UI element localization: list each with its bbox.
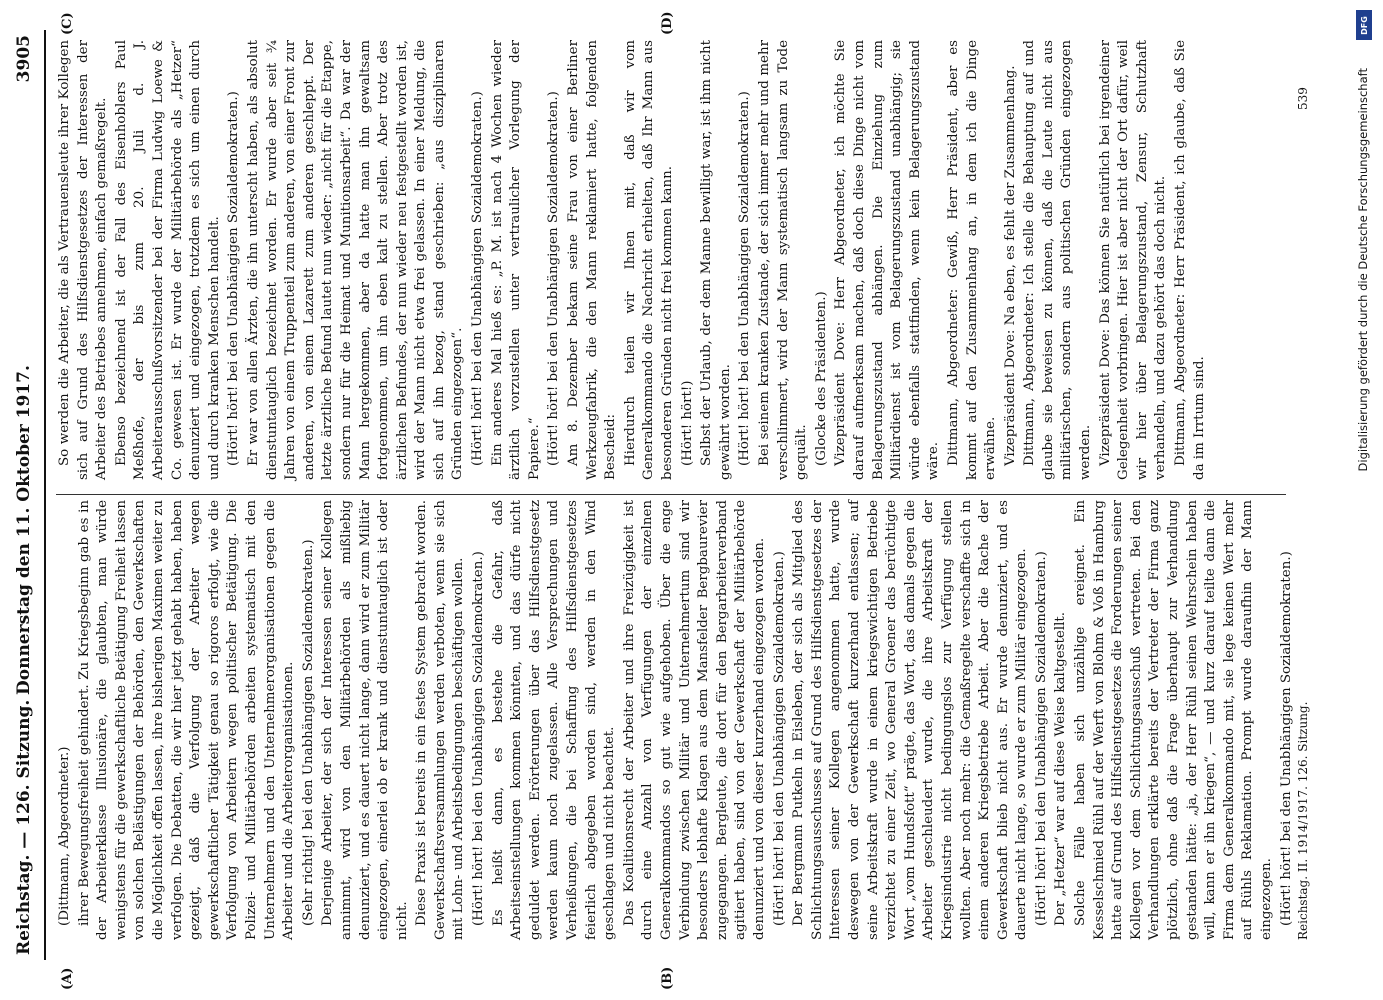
margin-mark-c: (C) [60,12,75,35]
right-column-paragraph: Vizepräsident Dove: Na eben, es fehlt der Zusammenhang. [1002,65,1018,466]
header-rule [44,30,46,960]
header-left: Reichstag. — 126. Sitzung. [14,699,34,955]
right-column-paragraph: Vizepräsident Dove: Das können Sie natürlich bei irgendeiner Gelegenheit vorbringen. Hier ist aber nicht der Ort dafür, weil wir hier über Belagerungszustand, Zensur, Schutzhaft verhandeln, und dazu gehört das doch nicht. [1097,40,1169,480]
right-column-paragraph: (Hört! hört! bei den Unabhängigen Sozialdemokraten.) [226,91,242,466]
left-column-paragraph: Der „Hetzer“ war auf diese Weise kaltgestellt. [1053,611,1069,926]
right-column [56,40,1286,480]
footer-page: 539 [1296,87,1310,110]
left-column-paragraph: Der Bergmann Putkeln in Eisleben, der sich als Mitglied des Schlichtungsausschusses auf Grund des Hilfsdienstgesetzes der Interessen seiner Kollegen angenommen hatte, wurde deswegen von der Gewerkschaft kurzerhand entlassen; auf seine Arbeitskraft wurde in einem kriegswichtigen Betriebe verzichtet zu einer Zeit, wo General Groener das berüchtigte Wort „vom Hundsfott“ prägte, das Wort, das damals gegen die Arbeiter geschleudert wurde, die ihre Arbeitskraft der Kriegsindustrie nicht bedingungslos zur Verfügung stellen wollten. Aber noch mehr: die Gemaßregelte verschaffte sich in einem anderen Kriegsbetriebe Arbeit. Aber die Rache der Gewerkschaft blieb nicht aus. Er wurde denunziert, und es dauerte nicht lange, so wurde er zum Militär eingezogen. [791,500,1030,940]
left-column-paragraph: ihrer Bewegungsfreiheit gehindert. Zu Kriegsbeginn gab es in der Arbeiterklasse Illusionäre, die glaubten, man würde wenigstens für die gewerkschaftliche Betätigung Freiheit lassen von solchen Belästigungen der Behörden, den Gewerkschaften die Möglichkeit offen lassen, ihre bisherigen Maximen weiter zu verfolgen. Die Debatten, die wir hier jetzt gehabt haben, haben gezeigt, daß die Verfolgung der Arbeiter wegen gewerkschaftlicher Tätigkeit genau so rigoros erfolgt, wie die Verfolgung von Arbeitern wegen politischer Betätigung. Die Polizei- und Militärbehörden arbeiten systematisch mit den Unternehmern und den Unternehmerorganisationen gegen die Arbeiter und die Arbeiterorganisationen. [76,500,297,940]
right-column-paragraph: Hierdurch teilen wir Ihnen mit, daß wir vom Generalkommando die Nachricht erhielten, daß Ihr Mann aus besonderen Gründen nicht frei kommen kann. [622,40,675,480]
dfg-logo-text: DFG [1359,15,1369,35]
left-column-paragraph: Solche Fälle haben sich unzählige ereignet. Ein Kesselschmied Rühl auf der Werft von Blohm & Voß in Hamburg hatte auf Grund des Hilfsdienstgesetzes die Forderungen seiner Kollegen vor dem Schlichtungsausschuß vertreten. Bei den Verhandlungen erklärte bereits der Vertreter der Firma ganz plötzlich, ohne daß die Frage überhaupt zur Verhandlung gestanden hätte: „ja, der Herr Rühl seinen Wehrschein haben will, kann er ihn kriegen“, — und kurz darauf teilte dann die Firma dem Generalkommando mit, sie lege keinen Wert mehr auf Rühls Reklamation. Prompt wurde daraufhin der Mann eingezogen. [1073,500,1274,940]
right-column-paragraph: Ebenso bezeichnend ist der Fall des Eisenhoblers Paul Meßhofe, der bis zum 20. Juli d. J. Arbeiterausschußvorsitzender bei der Firma Ludwig Loewe & Co. gewesen ist. Er wurde der Militärbehörde als „Hetzer“ denunziert und eingezogen, trotzdem es sich um einen durch und durch kranken Menschen handelt. [113,40,222,480]
left-column [56,500,1294,940]
footer-left: Reichstag. II. 1914/1917. 126. Sitzung. [1296,701,1310,940]
column-divider [56,494,1286,495]
left-column-paragraph: (Sehr richtig! bei den Unabhängigen Sozialdemokraten.) [300,539,316,926]
right-column-paragraph: Am 8. Dezember bekam seine Frau von einer Berliner Werkzeugfabrik, die den Mann reklamiert hatte, folgenden Bescheid: [566,40,619,480]
right-column-paragraph: Vizepräsident Dove: Herr Abgeordneter, ich möchte Sie darauf aufmerksam machen, daß doch diese Dinge nicht vom Belagerungszustand abhängen. Die Einziehung zum Militärdienst ist vom Belagerungszustand unabhängig; sie würde ebenfalls stattfinden, wenn kein Belagerungszustand wäre. [833,40,942,480]
left-column-paragraph: (Dittmann, Abgeordneter.) [57,746,72,926]
right-column-paragraph: Bei seinem kranken Zustande, der sich immer mehr und mehr verschlimmert, wird der Mann systematisch langsam zu Tode gequält. [756,40,810,480]
right-column-paragraph: So werden die Arbeiter, die als Vertrauensleute ihrer Kollegen sich auf Grund des Hilfsdienstgesetzes der Interessen der Arbeiter des Betriebes annehmen, einfach gemaßregelt. [57,40,110,480]
margin-mark-d: (D) [660,11,675,35]
left-column-paragraph: (Hört! hört! bei den Unabhängigen Sozialdemokraten.) [1033,551,1049,926]
right-column-paragraph: Selbst der Urlaub, der dem Manne bewilligt war, ist ihm nicht gewährt worden. [699,40,733,480]
right-column-paragraph: Ein anderes Mal hieß es: „P. M. ist nach 4 Wochen wieder ärztlich vorzustellen unter vertraulicher Vorlegung der Papiere.“ [489,40,542,480]
right-column-paragraph: (Glocke des Präsidenten.) [813,291,829,466]
left-column-paragraph: (Hört! hört! bei den Unabhängigen Sozialdemokraten.) [471,551,487,926]
header-center: Donnerstag den 11. Oktober 1917. [14,365,34,695]
digitization-note [1348,8,1378,993]
right-column-paragraph: Dittmann, Abgeordneter: Gewiß, Herr Präsident, aber es kommt auf den Zusammenhang an, in dem ich die Dinge erwähne. [945,40,999,480]
left-column-paragraph: (Hört! hört! bei den Unabhängigen Sozialdemokraten.) [771,551,787,926]
margin-mark-b: (B) [660,966,675,990]
right-column-paragraph: (Hört! hört!) [679,380,695,466]
right-column-paragraph: (Hört! hört! bei den Unabhängigen Sozialdemokraten.) [546,91,562,466]
left-column-paragraph: Diese Praxis ist bereits in ein festes System gebracht worden. Gewerkschaftsversammlungen werden verboten, wenn sie sich mit Lohn- und Arbeitsbedingungen beschäftigen wollen. [414,500,467,940]
left-column-paragraph: Derjenige Arbeiter, der sich der Interessen seiner Kollegen annimmt, wird von den Militärbehörden als mißliebig denunziert, und es dauert nicht lange, dann wird er zum Militär eingezogen, einerlei ob er krank und dienstuntauglich ist oder nicht. [320,500,410,940]
left-column-paragraph: Es heißt dann, es bestehe die Gefahr, daß Arbeitseinstellungen kommen könnten, und das dürfe nicht geduldet werden. Erörterungen über das Hilfsdienstgesetz werden kaum noch zugelassen. Alle Versprechungen und Verheißungen, die bei Schaffung des Hilfsdienstgesetzes feierlich abgegeben worden sind, werden in den Wind geschlagen und nicht beachtet. [490,500,618,940]
right-column-paragraph: Dittmann, Abgeordneter: Herr Präsident, ich glaube, daß Sie da im Irrtum sind. [1173,40,1207,480]
left-column-paragraph: Das Koalitionsrecht der Arbeiter und ihre Freizügigkeit ist durch eine Anzahl von Verfügungen der einzelnen Generalkommandos so gut wie aufgehoben. Über die enge Verbindung zwischen Militär und Unternehmertum sind wir besonders lebhafte Klagen aus dem Mansfelder Bergbaurevier zugegangen. Bergleute, die dort für den Bergarbeiterverband agitiert haben, sind von der Gewerkschaft der Militärbehörde denunziert und von dieser kurzerhand eingezogen worden. [621,500,767,940]
page-number: 3905 [14,35,34,83]
right-column-paragraph: (Hört! hört! bei den Unabhängigen Sozialdemokraten.) [737,91,753,466]
right-column-paragraph: (Hört! hört! bei den Unabhängigen Sozialdemokraten.) [470,91,486,466]
left-column-paragraph: (Hört! hört! bei den Unabhängigen Sozialdemokraten.) [1278,551,1294,926]
right-column-paragraph: Er war von allen Ärzten, die ihn unterscht haben, als absolut dienstuntauglich bezeichnet worden. Er wurde aber seit ¾ Jahren von einem Truppenteil zum anderen, von einer Front zur anderen, von einem Lazarett zum anderen geschleppt. Der letzte ärztliche Befund lautet nun wieder: „nicht für die Etappe, sondern nur für die Heimat und Munitionsarbeit“. Da war der Mann hergekommen, aber da hatte man ihn gewaltsam fortgenommen, um ihn eben kalt zu stellen. Aber trotz des ärztlichen Befundes, der nun wieder neu festgestellt worden ist, wird der Mann nicht etwa frei gelassen. In einer Meldung, die sich auf ihn bezog, stand geschrieben: „aus disziplinaren Gründen eingezogen“. [245,40,466,480]
right-column-paragraph: Dittmann, Abgeordneter: Ich stelle die Behauptung auf und glaube sie beweisen zu können, daß die Leute nicht aus militärischen, sondern aus politischen Gründen eingezogen werden. [1022,40,1094,480]
margin-mark-a: (A) [60,967,75,990]
dfg-logo [1356,10,1372,40]
digitization-text: Digitalisierung gefördert durch die Deutsche Forschungsgemeinschaft [1356,68,1370,472]
